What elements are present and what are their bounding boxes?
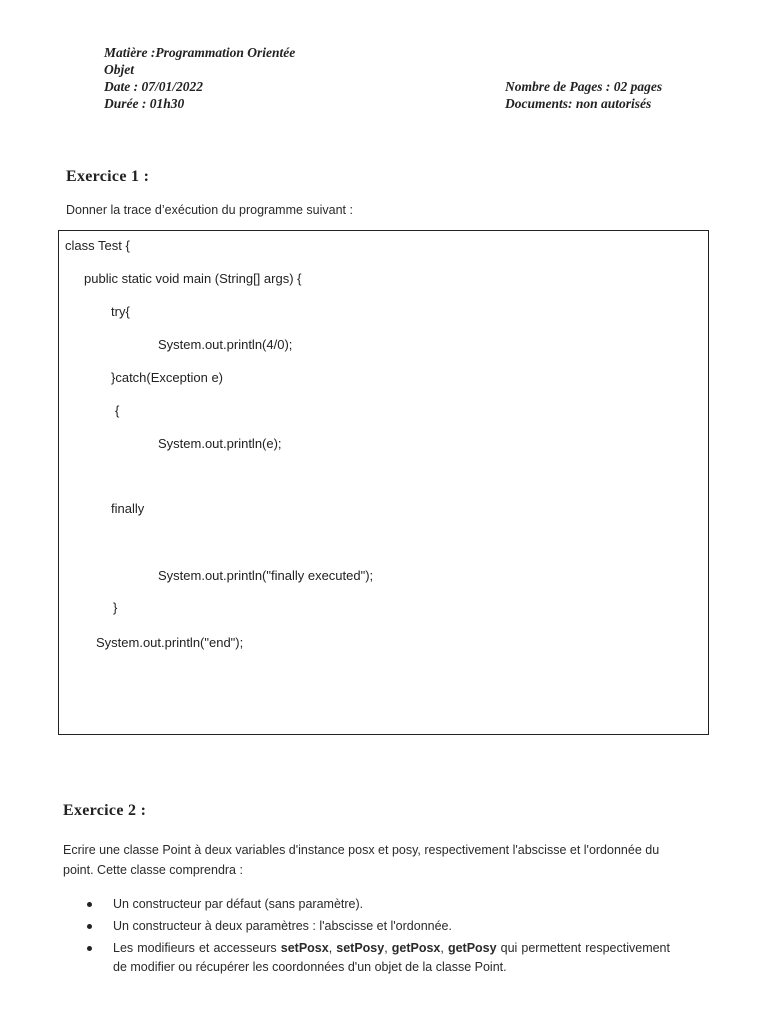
code-line: }catch(Exception e) bbox=[111, 370, 224, 385]
page-count: Nombre de Pages : 02 pages bbox=[505, 79, 663, 94]
code-line: class Test { bbox=[65, 238, 130, 253]
method-setposy: setPosy bbox=[336, 941, 385, 955]
list-item-text: Un constructeur par défaut (sans paramètre). bbox=[113, 897, 364, 911]
exam-duration: Durée : 01h30 bbox=[104, 96, 185, 111]
bullet-icon bbox=[87, 946, 92, 951]
method-getposy: getPosy bbox=[447, 941, 497, 955]
list-item bbox=[85, 917, 670, 936]
header-left-block bbox=[104, 44, 295, 112]
method-getposx: getPosx bbox=[391, 941, 441, 955]
code-box bbox=[58, 230, 709, 735]
code-line: { bbox=[115, 403, 120, 418]
header-right-block bbox=[505, 78, 662, 112]
separator: , bbox=[384, 941, 392, 955]
separator: , bbox=[328, 941, 337, 955]
code-line: System.out.println(e); bbox=[158, 436, 282, 451]
list-item-text: Un constructeur à deux paramètres : l'abscisse et l'ordonnée. bbox=[113, 919, 452, 933]
code-line: System.out.println("finally executed"); bbox=[158, 568, 374, 583]
requirements-list bbox=[85, 895, 670, 980]
subject-line-2: Objet bbox=[104, 62, 134, 77]
code-line: System.out.println(4/0); bbox=[158, 337, 293, 352]
list-item-prefix: Les modifieurs et accesseurs bbox=[113, 941, 281, 955]
exercise-1-title: Exercice 1 : bbox=[66, 168, 150, 185]
code-line: } bbox=[113, 600, 118, 615]
exam-date: Date : 07/01/2022 bbox=[104, 79, 203, 94]
exercise-1-instruction: Donner la trace d’exécution du programme suivant : bbox=[66, 203, 353, 217]
exercise-2-title: Exercice 2 : bbox=[63, 802, 147, 819]
subject-line-1: Matière :Programmation Orientée bbox=[104, 45, 296, 60]
bullet-icon bbox=[87, 924, 92, 929]
documents-policy: Documents: non autorisés bbox=[505, 96, 652, 111]
bullet-icon bbox=[87, 902, 92, 907]
separator: , bbox=[440, 941, 448, 955]
code-line: System.out.println("end"); bbox=[96, 635, 244, 650]
list-item bbox=[85, 939, 670, 977]
method-setposx: setPosx bbox=[280, 941, 329, 955]
code-line: try{ bbox=[111, 304, 130, 319]
code-line: public static void main (String[] args) { bbox=[84, 271, 302, 286]
code-line: finally bbox=[111, 501, 145, 516]
list-item bbox=[85, 895, 670, 914]
list-item-suffix: qui permettent respectivement de modifier ou récupérer les coordonnées d'un objet de la classe Point. bbox=[113, 941, 670, 974]
exercise-2-paragraph: Ecrire une classe Point à deux variables d'instance posx et posy, respectivement l'abscisse et l'ordonnée du point. Cette classe comprendra : bbox=[63, 843, 660, 877]
